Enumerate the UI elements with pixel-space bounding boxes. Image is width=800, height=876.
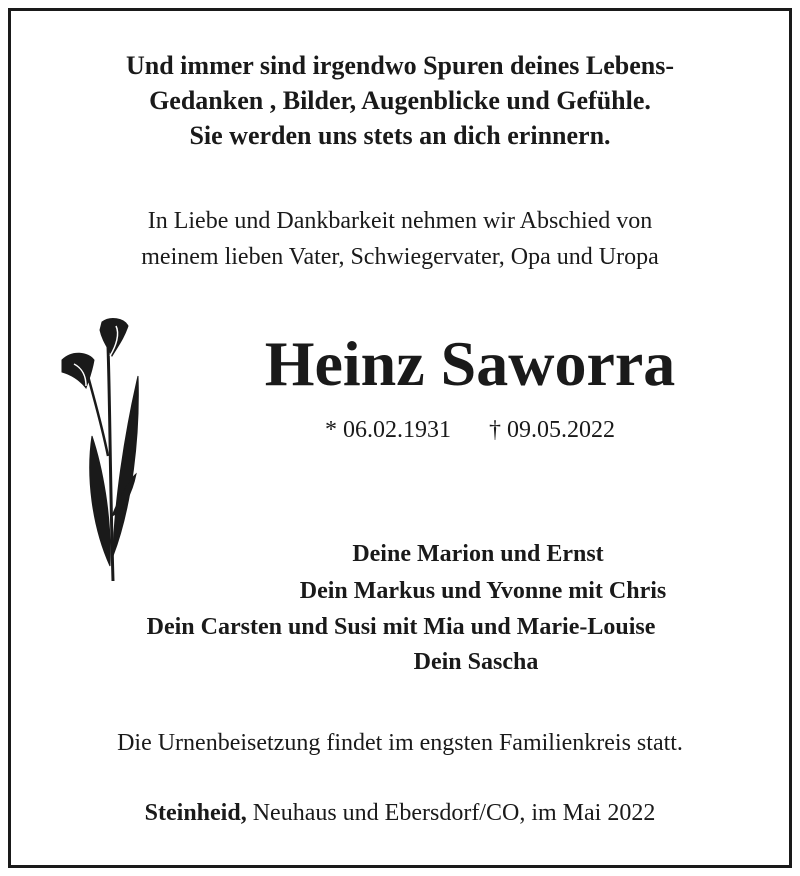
place-and-date xyxy=(0,796,800,830)
family-member-line: Dein Markus und Yvonne mit Chris xyxy=(299,578,667,604)
burial-note: Die Urnenbeisetzung findet im engsten Familienkreis statt. xyxy=(117,730,683,756)
farewell-intro xyxy=(0,203,800,275)
family-member-line: Dein Carsten und Susi mit Mia und Marie-Louise xyxy=(146,614,656,640)
family-member-line: Deine Marion und Ernst xyxy=(352,541,604,567)
poem-line: Gedanken , Bilder, Augenblicke und Gefühle. xyxy=(149,86,651,115)
intro-line: meinem lieben Vater, Schwiegervater, Opa und Uropa xyxy=(141,244,659,270)
family-member-line: Dein Sascha xyxy=(413,649,539,675)
place-town: Steinheid, xyxy=(144,800,247,826)
deceased-name: Heinz Saworra xyxy=(264,328,676,399)
poem-line: Und immer sind irgendwo Spuren deines Lebens- xyxy=(125,51,675,80)
poem-line: Sie werden uns stets an dich erinnern. xyxy=(189,121,611,150)
calla-lily-icon xyxy=(58,316,142,584)
place-rest: Neuhaus und Ebersdorf/CO, im Mai 2022 xyxy=(246,800,656,826)
life-dates xyxy=(150,414,790,446)
memorial-poem xyxy=(0,48,800,153)
intro-line: In Liebe und Dankbarkeit nehmen wir Abschied von xyxy=(147,208,653,234)
birth-date: * 06.02.1931 xyxy=(325,417,451,443)
death-date: † 09.05.2022 xyxy=(489,417,615,443)
